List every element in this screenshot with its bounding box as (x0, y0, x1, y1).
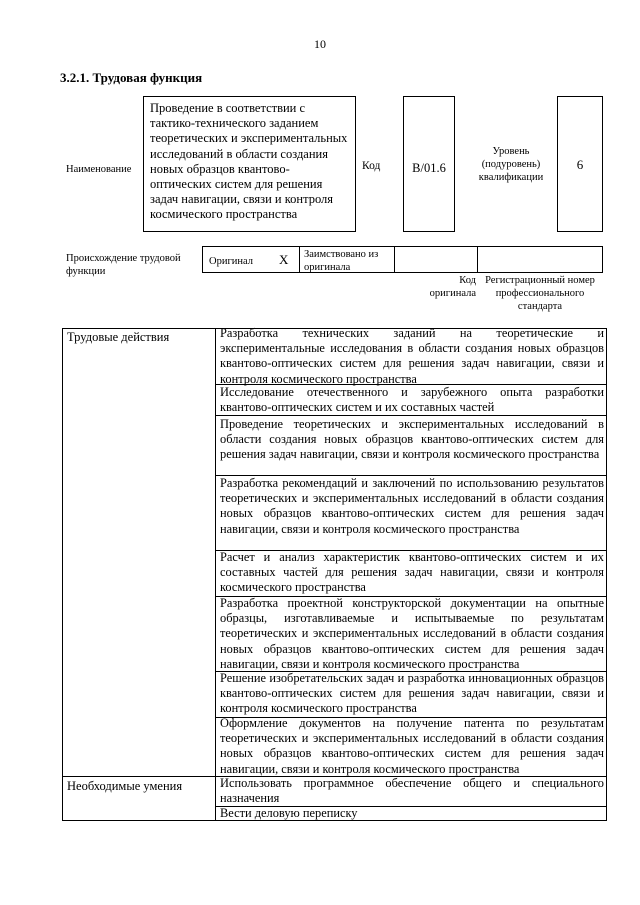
function-name-box (143, 96, 356, 232)
labor-action-7: Решение изобретательских задач и разработка инновационных образцов квантово-оптических систем для решения задач навигации, связи и контроля космического пространства (220, 671, 604, 716)
labor-actions-label: Трудовые действия (67, 330, 170, 344)
labor-action-3: Проведение теоретических и экспериментальных исследований в области создания новых образцов квантово-оптических систем для решения задач навигации, связи и контроля космического пространства (220, 417, 604, 462)
code-label: Код (362, 160, 381, 172)
level-label: Уровень (подуровень) квалификации (478, 146, 544, 183)
original-mark: X (279, 252, 289, 267)
labor-action-4: Разработка рекомендаций и заключений по использованию результатов теоретических и экспериментальных исследований в области создания новых образцов квантово-оптических систем для решения задач навигации, связи и контроля космического пространства (220, 476, 604, 536)
section-title: 3.2.1. Трудовая функция (60, 70, 203, 85)
skill-1: Использовать программное обеспечение общего и специального назначения (220, 776, 604, 806)
labor-action-2: Исследование отечественного и зарубежного опыта разработки квантово-оптических систем и их составных частей (220, 385, 604, 415)
level-box (557, 96, 603, 232)
origin-reg-cell (477, 246, 603, 273)
code-value: B/01.6 (412, 161, 446, 175)
labor-action-8: Оформление документов на получение патента по результатам теоретических и экспериментальных исследований в области создания новых образцов квантово-оптических систем для решения задач навигации, связи и контроля космического пространства (220, 716, 604, 776)
origin-code-caption: Код оригинала (429, 275, 476, 299)
origin-label: Происхождение трудовой функции (66, 253, 181, 277)
origin-reg-caption: Регистрационный номер профессионального стандарта (485, 275, 595, 312)
skill-2: Вести деловую переписку (220, 806, 358, 820)
origin-code-cell (394, 246, 478, 273)
borrowed-label: Заимствовано из оригинала (304, 249, 379, 273)
code-box (403, 96, 455, 232)
name-label: Наименование (66, 164, 132, 175)
level-value: 6 (576, 157, 584, 172)
skills-label: Необходимые умения (67, 779, 183, 793)
labor-action-5: Расчет и анализ характеристик квантово-оптических систем и их составных частей для решения задач навигации, связи и контроля космического пространства (220, 550, 604, 595)
function-name: Проведение в соответствии с тактико-технического заданием теоретических и экспериментальных исследований в области создания новых образцов квантово-оптических систем для решения задач навигации, связи и контроля космического пространства (150, 101, 348, 222)
labor-action-1: Разработка технических заданий на теоретические и экспериментальные исследования в области создания новых образцов квантово-оптических систем для решения задач навигации, связи и контроля космического пространства (220, 326, 604, 386)
labor-actions-label-cell (62, 328, 216, 777)
labor-action-6: Разработка проектной конструкторской документации на опытные образцы, изготавливаемые и испытываемые по результатам теоретических и экспериментальных исследований в области создания новых образцов квантово-оптических систем для решения задач навигации, связи и контроля космического пространства (220, 596, 604, 671)
page-number: 10 (314, 37, 326, 51)
origin-borrowed-cell (299, 246, 395, 273)
origin-original-cell (202, 246, 300, 273)
original-label: Оригинал (209, 256, 253, 267)
